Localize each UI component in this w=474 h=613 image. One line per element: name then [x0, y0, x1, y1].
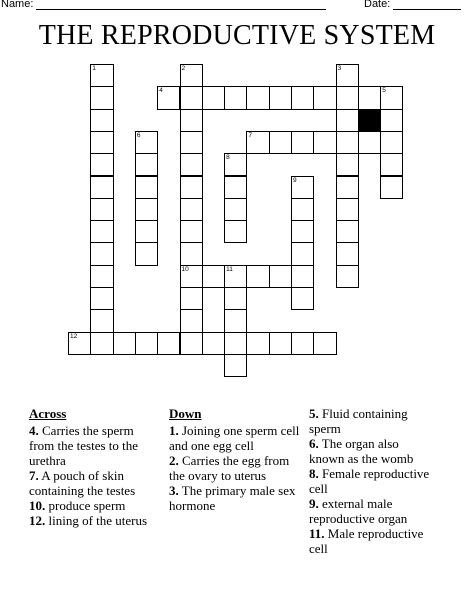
grid-cell[interactable]	[180, 242, 203, 265]
grid-cell[interactable]	[135, 176, 158, 199]
clue-number: 12	[70, 332, 78, 340]
grid-cell[interactable]	[336, 86, 359, 109]
grid-cell[interactable]	[380, 153, 403, 176]
grid-cell[interactable]	[224, 287, 247, 310]
grid-cell[interactable]	[135, 332, 158, 355]
page-title: THE REPRODUCTIVE SYSTEM	[38, 20, 436, 51]
grid-cell[interactable]	[90, 86, 113, 109]
grid-cell[interactable]	[336, 265, 359, 288]
grid-cell[interactable]	[291, 242, 314, 265]
grid-cell[interactable]	[224, 309, 247, 332]
grid-cell[interactable]	[336, 242, 359, 265]
across-heading: Across	[29, 406, 67, 421]
grid-cell[interactable]	[202, 265, 225, 288]
grid-cell[interactable]	[135, 242, 158, 265]
grid-cell[interactable]	[269, 265, 292, 288]
grid-cell[interactable]	[180, 198, 203, 221]
grid-cell[interactable]	[291, 198, 314, 221]
grid-cell[interactable]	[90, 153, 113, 176]
grid-cell[interactable]	[180, 109, 203, 132]
grid-cell[interactable]	[336, 109, 359, 132]
clue-item: 7. A pouch of skin containing the testes	[29, 468, 136, 498]
grid-cell[interactable]	[113, 332, 136, 355]
grid-cell[interactable]	[291, 265, 314, 288]
clue-item: 1. Joining one sperm cell and one egg cell	[169, 423, 300, 453]
clue-item: 5. Fluid containing sperm	[309, 406, 408, 436]
grid-cell[interactable]	[90, 287, 113, 310]
grid-cell[interactable]	[180, 131, 203, 154]
grid-cell[interactable]	[291, 287, 314, 310]
grid-cell[interactable]	[380, 176, 403, 199]
grid-cell[interactable]	[291, 131, 314, 154]
grid-cell[interactable]	[380, 131, 403, 154]
clue-item: 4. Carries the sperm from the testes to the urethra	[29, 423, 139, 468]
grid-cell[interactable]	[246, 332, 269, 355]
clue-number: 8	[226, 154, 230, 162]
name-label: Name:	[1, 0, 34, 10]
clue-number: 9	[293, 176, 297, 184]
grid-cell[interactable]	[90, 265, 113, 288]
grid-cell[interactable]	[269, 332, 292, 355]
grid-cell[interactable]	[135, 220, 158, 243]
clue-item: 9. external male reproductive organ	[309, 496, 408, 526]
clue-number: 7	[248, 131, 253, 139]
clue-item: 8. Female reproductive cell	[309, 466, 430, 496]
down-clues-continued	[309, 406, 437, 556]
grid-cell[interactable]	[291, 220, 314, 243]
grid-cell[interactable]	[90, 109, 113, 132]
grid-cell[interactable]	[336, 198, 359, 221]
grid-cell[interactable]	[180, 86, 203, 109]
grid-cell[interactable]	[180, 153, 203, 176]
grid-cell[interactable]	[180, 332, 203, 355]
grid-cell[interactable]	[90, 332, 113, 355]
clue-number: 11	[226, 265, 233, 273]
grid-cell[interactable]	[336, 220, 359, 243]
clue-item: 12. lining of the uterus	[29, 513, 148, 528]
date-label: Date:	[364, 0, 391, 10]
clue-number: 6	[136, 131, 141, 139]
clue-item: 2. Carries the egg from the ovary to uterus	[169, 453, 290, 483]
grid-cell[interactable]	[291, 332, 314, 355]
grid-cell[interactable]	[202, 332, 225, 355]
grid-cell[interactable]	[246, 265, 269, 288]
grid-cell[interactable]	[135, 153, 158, 176]
grid-cell[interactable]	[358, 86, 381, 109]
grid-cell[interactable]	[224, 86, 247, 109]
blocked-cell	[358, 109, 381, 132]
grid-cell[interactable]	[224, 176, 247, 199]
grid-cell[interactable]	[313, 86, 336, 109]
grid-cell[interactable]	[135, 198, 158, 221]
grid-cell[interactable]	[269, 131, 292, 154]
grid-cell[interactable]	[180, 309, 203, 332]
clue-number: 3	[337, 65, 342, 72]
grid-cell[interactable]	[224, 198, 247, 221]
grid-cell[interactable]	[180, 176, 203, 199]
clue-item: 3. The primary male sex hormone	[169, 483, 296, 513]
down-clues	[169, 406, 303, 513]
grid-cell[interactable]	[224, 220, 247, 243]
grid-cell[interactable]	[180, 220, 203, 243]
grid-cell[interactable]	[224, 354, 247, 377]
grid-cell[interactable]	[90, 220, 113, 243]
grid-cell[interactable]	[202, 86, 225, 109]
grid-cell[interactable]	[269, 86, 292, 109]
clue-number: 4	[159, 87, 163, 95]
clue-item: 10. produce sperm	[29, 498, 126, 513]
clue-number: 2	[181, 65, 186, 72]
clue-item: 6. The organ also known as the womb	[309, 436, 414, 466]
clue-number: 5	[382, 87, 386, 95]
grid-cell[interactable]	[313, 131, 336, 154]
across-clues	[29, 406, 159, 528]
grid-cell[interactable]	[291, 86, 314, 109]
grid-cell[interactable]	[336, 131, 359, 154]
grid-cell[interactable]	[358, 131, 381, 154]
grid-cell[interactable]	[246, 86, 269, 109]
grid-cell[interactable]	[90, 309, 113, 332]
grid-cell[interactable]	[90, 131, 113, 154]
grid-cell[interactable]	[336, 176, 359, 199]
clue-number: 1	[92, 65, 96, 72]
grid-cell[interactable]	[180, 287, 203, 310]
grid-cell[interactable]	[157, 332, 180, 355]
grid-cell[interactable]	[313, 332, 336, 355]
clue-item: 11. Male reproductive cell	[309, 526, 424, 556]
clue-number: 10	[181, 265, 189, 273]
grid-cell[interactable]	[336, 153, 359, 176]
grid-cell[interactable]	[90, 198, 113, 221]
grid-cell[interactable]	[90, 176, 113, 199]
grid-cell[interactable]	[90, 242, 113, 265]
grid-cell[interactable]	[224, 332, 247, 355]
down-heading: Down	[169, 406, 202, 421]
grid-cell[interactable]	[380, 109, 403, 132]
